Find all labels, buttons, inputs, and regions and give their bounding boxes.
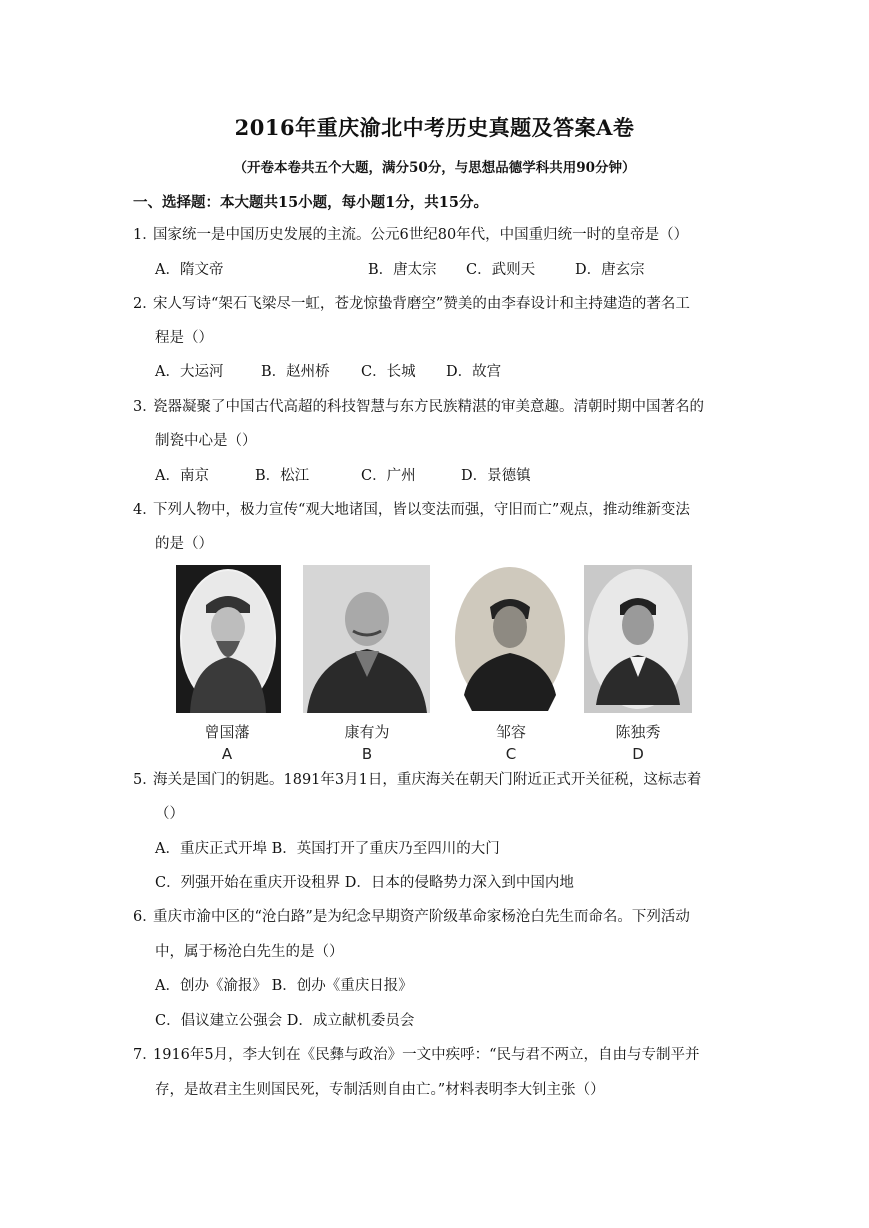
question-number: 6． (133, 909, 157, 925)
option-c: C．武则天 (466, 262, 536, 278)
option-c: C．广州 (361, 468, 416, 484)
portrait-name-a: 曾国藩 (204, 723, 250, 741)
question-text: 国家统一是中国历史发展的主流。公元6世纪80年代，中国重归统一时的皇帝是（） (153, 227, 689, 243)
question-3 (133, 397, 704, 417)
document-subtitle: （开卷本卷共五个大题，满分50分，与思想品德学科共用90分钟） (233, 160, 636, 176)
option-a: A．隋文帝 (155, 262, 224, 278)
question-4-continued: 的是（） (155, 536, 213, 552)
portrait-figures (176, 565, 696, 765)
portrait-photo-b (303, 565, 430, 713)
portrait-name-d: 陈独秀 (615, 723, 661, 741)
portrait-letter-d: D (632, 745, 644, 763)
question-1-options (155, 260, 715, 280)
option-d: D．景德镇 (461, 468, 531, 484)
question-3-options (155, 466, 715, 486)
question-5-options-line-2: C．列强开始在重庆开设租界 D．日本的侵略势力深入到中国内地 (155, 875, 574, 891)
question-text: 重庆市渝中区的“沧白路”是为纪念早期资产阶级革命家杨沧白先生而命名。下列活动 (153, 909, 690, 925)
option-a: A．大运河 (155, 364, 224, 380)
question-text: 1916年5月，李大钊在《民彝与政治》一文中疾呼：“民与君不两立，自由与专制平并 (153, 1047, 700, 1063)
question-2 (133, 294, 690, 314)
question-text: 下列人物中，极力宣传“观大地诸国，皆以变法而强，守旧而亡”观点，推动维新变法 (153, 502, 690, 518)
question-number: 4． (133, 502, 157, 518)
question-5-options-line-1: A．重庆正式开埠 B．英国打开了重庆乃至四川的大门 (155, 841, 500, 857)
question-number: 7． (133, 1047, 157, 1063)
question-number: 3． (133, 399, 157, 415)
option-d: D．故宫 (446, 364, 502, 380)
option-c: C．长城 (361, 364, 416, 380)
option-a: A．南京 (155, 468, 209, 484)
portrait-letter-c: C (505, 745, 517, 763)
question-7 (133, 1045, 700, 1065)
question-5-continued: （） (155, 806, 184, 822)
portrait-photo-a (176, 565, 281, 713)
option-d: D．唐玄宗 (575, 262, 645, 278)
question-number: 1． (133, 227, 157, 243)
question-5 (133, 770, 701, 790)
question-4 (133, 500, 690, 520)
question-6-continued: 中，属于杨沧白先生的是（） (155, 944, 344, 960)
option-b: B．松江 (255, 468, 310, 484)
option-b: B．赵州桥 (261, 364, 330, 380)
portrait-name-b: 康有为 (344, 723, 390, 741)
question-2-options (155, 362, 715, 382)
question-2-continued: 程是（） (155, 330, 213, 346)
portrait-name-c: 邹容 (495, 723, 526, 741)
question-text: 海关是国门的钥匙。1891年3月1日，重庆海关在朝天门附近正式开关征税，这标志着 (153, 772, 702, 788)
question-text: 宋人写诗“架石飞梁尽一虹，苍龙惊蛰背磨空”赞美的由李春设计和主持建造的著名工 (153, 296, 690, 312)
section-heading-choice: 一、选择题：本大题共15小题，每小题1分，共15分。 (133, 194, 488, 211)
question-6-options-line-1: A．创办《渝报》 B．创办《重庆日报》 (155, 978, 413, 994)
question-number: 2． (133, 296, 157, 312)
question-6 (133, 907, 690, 927)
portrait-photo-c (452, 565, 568, 713)
question-text: 瓷器凝聚了中国古代高超的科技智慧与东方民族精湛的审美意趣。清朝时期中国著名的 (153, 399, 704, 415)
question-3-continued: 制瓷中心是（） (155, 433, 257, 449)
question-6-options-line-2: C．倡议建立公强会 D．成立献机委员会 (155, 1013, 415, 1029)
document-title: 2016年重庆渝北中考历史真题及答案A卷 (234, 115, 635, 140)
question-number: 5． (133, 772, 157, 788)
portrait-photo-d (584, 565, 692, 713)
question-1 (133, 225, 688, 245)
portrait-letter-a: A (221, 745, 233, 763)
option-b: B．唐太宗 (368, 262, 437, 278)
portrait-letter-b: B (361, 745, 373, 763)
question-7-continued: 存，是故君主生则国民死，专制活则自由亡。”材料表明李大钊主张（） (155, 1082, 605, 1098)
